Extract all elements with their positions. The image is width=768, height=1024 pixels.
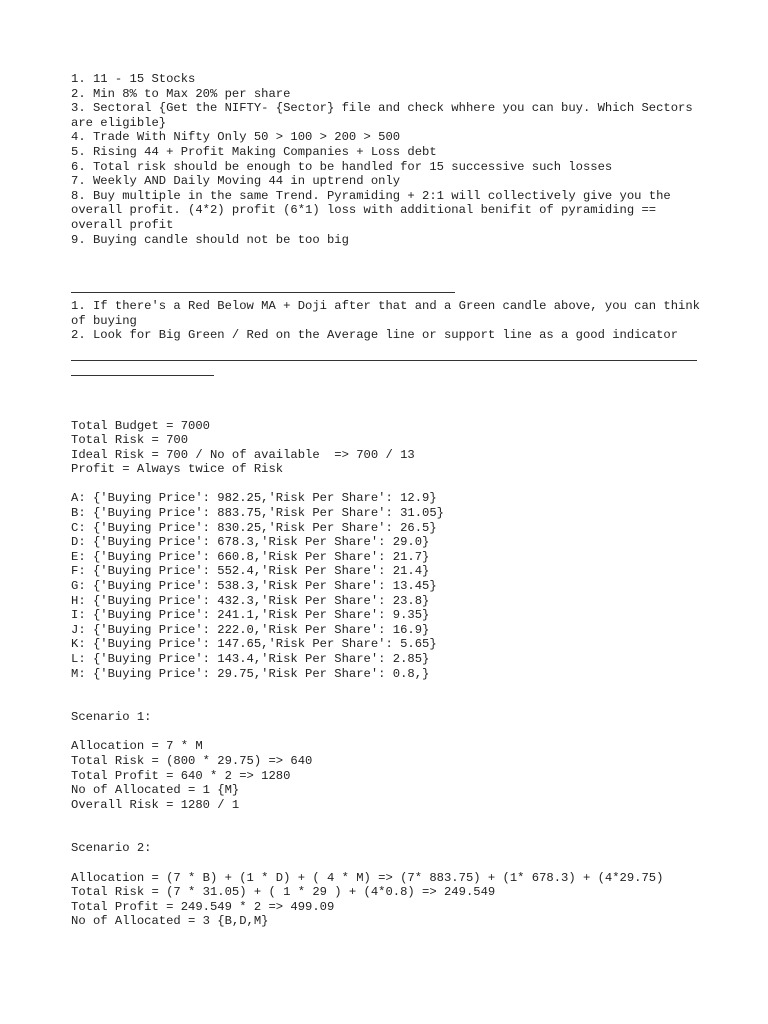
stock-item: L: {'Buying Price': 143.4,'Risk Per Share': 2.85} [71, 652, 430, 666]
rule-item: 9. Buying candle should not be too big [71, 232, 349, 247]
rule-item: 8. Buy multiple in the same Trend. Pyramiding + 2:1 will collectively give you the overall profit. (4*2) profit (6*1) loss with additional benifit of pyramiding == overall profit [71, 188, 679, 232]
indicator-item: 2. Look for Big Green / Red on the Average line or support line as a good indicator [71, 328, 679, 343]
stock-item: J: {'Buying Price': 222.0,'Risk Per Share': 16.9} [71, 622, 430, 637]
stock-item: I: {'Buying Price': 241.1,'Risk Per Share': 9.35} [71, 608, 430, 623]
stock-item: F: {'Buying Price': 552.4,'Risk Per Share': 21.4} [71, 564, 430, 579]
rule-item: 1. 11 - 15 Stocks [71, 72, 196, 86]
indicators-list [71, 299, 711, 343]
stock-item: K: {'Buying Price': 147.65,'Risk Per Share': 5.65} [71, 637, 437, 652]
profit-rule: Profit = Always twice of Risk [71, 462, 284, 477]
divider [71, 292, 455, 293]
scenario-line: Overall Risk = 1280 / 1 [71, 797, 240, 812]
scenario-line: Total Risk = (7 * 31.05) + ( 1 * 29 ) + (4*0.8) => 249.549 [71, 885, 496, 900]
total-risk: Total Risk = 700 [71, 433, 189, 448]
stock-item: C: {'Buying Price': 830.25,'Risk Per Share': 26.5} [71, 520, 437, 535]
scenario-line: No of Allocated = 1 {M} [71, 783, 240, 798]
budget-section [71, 419, 711, 477]
rule-item: 2. Min 8% to Max 20% per share [71, 86, 291, 101]
stock-item: M: {'Buying Price': 29.75,'Risk Per Share': 0.8,} [71, 666, 430, 681]
document-body [71, 72, 711, 929]
stock-item: B: {'Buying Price': 883.75,'Risk Per Share': 31.05} [71, 506, 444, 521]
stock-item: D: {'Buying Price': 678.3,'Risk Per Share': 29.0} [71, 535, 430, 550]
scenario-line: Total Profit = 249.549 * 2 => 499.09 [71, 899, 335, 914]
scenario-line: Allocation = (7 * B) + (1 * D) + ( 4 * M) => (7* 883.75) + (1* 678.3) + (4*29.75) [71, 870, 664, 885]
scenario-2 [71, 841, 711, 929]
ideal-risk: Ideal Risk = 700 / No of available => 700 / 13 [71, 447, 415, 462]
scenario-line: Total Profit = 640 * 2 => 1280 [71, 768, 291, 783]
stock-item: A: {'Buying Price': 982.25,'Risk Per Share': 12.9} [71, 491, 437, 506]
indicator-item: 1. If there's a Red Below MA + Doji after that and a Green candle above, you can think of buying [71, 299, 708, 328]
scenario-line: Allocation = 7 * M [71, 739, 203, 754]
rule-item: 3. Sectoral {Get the NIFTY- {Sector} file and check whhere you can buy. Which Sectors are eligible} [71, 101, 700, 130]
stock-item: H: {'Buying Price': 432.3,'Risk Per Share': 23.8} [71, 593, 430, 608]
stock-list [71, 491, 711, 681]
divider [71, 360, 697, 361]
rule-item: 5. Rising 44 + Profit Making Companies + Loss debt [71, 144, 437, 159]
scenario-line: No of Allocated = 3 {B,D,M} [71, 914, 269, 929]
rule-item: 7. Weekly AND Daily Moving 44 in uptrend only [71, 174, 401, 189]
scenario-1 [71, 710, 711, 812]
scenario-title: Scenario 1: [71, 710, 152, 725]
stock-item: E: {'Buying Price': 660.8,'Risk Per Share': 21.7} [71, 549, 430, 564]
stock-item: G: {'Buying Price': 538.3,'Risk Per Share': 13.45} [71, 579, 437, 594]
total-budget: Total Budget = 7000 [71, 418, 210, 433]
rule-item: 6. Total risk should be enough to be handled for 15 successive such losses [71, 159, 613, 174]
scenario-line: Total Risk = (800 * 29.75) => 640 [71, 753, 313, 768]
rules-list [71, 72, 711, 247]
rule-item: 4. Trade With Nifty Only 50 > 100 > 200 > 500 [71, 130, 401, 145]
scenario-title: Scenario 2: [71, 841, 152, 856]
